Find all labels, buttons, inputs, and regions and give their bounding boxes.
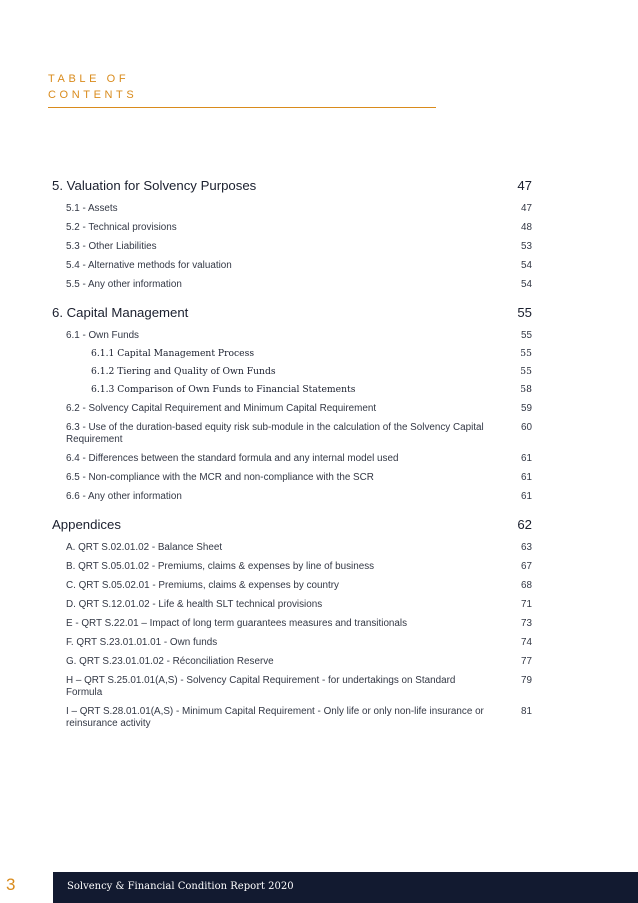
entry-page-number: 48: [521, 222, 532, 233]
section-title: 5. Valuation for Solvency Purposes: [52, 178, 257, 193]
entry-page-number: 61: [521, 453, 532, 464]
entry-page-number: 54: [521, 279, 532, 290]
entry-page-number: 55: [520, 348, 532, 359]
toc-subentry[interactable]: [52, 384, 532, 396]
toc-entry[interactable]: [52, 561, 532, 573]
toc-entry[interactable]: [52, 422, 532, 446]
entry-title: E - QRT S.22.01 – Impact of long term guarantees measures and transitionals: [66, 618, 408, 629]
entry-page-number: 55: [520, 366, 532, 377]
entry-page-number: 55: [521, 330, 532, 341]
entry-page-number: 54: [521, 260, 532, 271]
entry-page-number: 60: [521, 422, 532, 433]
toc-entry[interactable]: [52, 222, 532, 234]
entry-page-number: 63: [521, 542, 532, 553]
entry-page-number: 74: [521, 637, 532, 648]
entry-page-number: 73: [521, 618, 532, 629]
entry-title: 6.3 - Use of the duration-based equity risk sub-module in the calculation of the Solvency Capital Requirement: [66, 422, 484, 445]
toc-entry[interactable]: [52, 618, 532, 630]
entry-page-number: 59: [521, 403, 532, 414]
entry-title: 6.5 - Non-compliance with the MCR and non-compliance with the SCR: [66, 472, 374, 483]
section-page-number: 55: [517, 305, 532, 320]
entry-page-number: 53: [521, 241, 532, 252]
toc-section-heading[interactable]: [52, 303, 532, 323]
toc-section-heading[interactable]: [52, 176, 532, 196]
section-title: 6. Capital Management: [52, 305, 189, 320]
heading-divider: [48, 107, 436, 108]
entry-title: B. QRT S.05.01.02 - Premiums, claims & expenses by line of business: [66, 561, 375, 572]
entry-title: 6.4 - Differences between the standard formula and any internal model used: [66, 453, 399, 464]
entry-title: 6.1 - Own Funds: [66, 330, 139, 341]
entry-title: 6.6 - Any other information: [66, 491, 182, 502]
toc-entry[interactable]: [52, 599, 532, 611]
toc-entry[interactable]: [52, 260, 532, 272]
entry-title: 5.1 - Assets: [66, 203, 118, 214]
toc-entry[interactable]: [52, 403, 532, 415]
entry-title: 6.1.3 Comparison of Own Funds to Financial Statements: [91, 384, 356, 395]
entry-page-number: 58: [520, 384, 532, 395]
entry-title: 5.4 - Alternative methods for valuation: [66, 260, 232, 271]
entry-title: 6.1.1 Capital Management Process: [91, 348, 255, 359]
entry-title: 6.1.2 Tiering and Quality of Own Funds: [91, 366, 276, 377]
toc-entry[interactable]: [52, 637, 532, 649]
section-page-number: 47: [517, 178, 532, 193]
entry-page-number: 47: [521, 203, 532, 214]
toc-entry[interactable]: [52, 203, 532, 215]
entry-page-number: 61: [521, 491, 532, 502]
entry-title: I – QRT S.28.01.01(A,S) - Minimum Capital Requirement - Only life or only non-life insurance or reinsurance activity: [66, 706, 484, 729]
toc-section: [52, 515, 532, 730]
entry-title: A. QRT S.02.01.02 - Balance Sheet: [66, 542, 223, 553]
toc-subentry[interactable]: [52, 366, 532, 378]
toc-entry[interactable]: [52, 491, 532, 503]
entry-title: 5.2 - Technical provisions: [66, 222, 177, 233]
toc-heading-line2: CONTENTS: [48, 89, 138, 101]
entry-title: F. QRT S.23.01.01.01 - Own funds: [66, 637, 218, 648]
toc-entry[interactable]: [52, 656, 532, 668]
entry-title: 6.2 - Solvency Capital Requirement and Minimum Capital Requirement: [66, 403, 377, 414]
toc-heading: [48, 71, 137, 103]
entry-page-number: 67: [521, 561, 532, 572]
entry-page-number: 71: [521, 599, 532, 610]
toc-entry[interactable]: [52, 279, 532, 291]
toc-entry[interactable]: [52, 241, 532, 253]
section-page-number: 62: [517, 517, 532, 532]
toc-heading-line1: TABLE OF: [48, 73, 130, 85]
entry-page-number: 61: [521, 472, 532, 483]
toc-entry[interactable]: [52, 580, 532, 592]
entry-title: H – QRT S.25.01.01(A,S) - Solvency Capital Requirement - for undertakings on Standard Formula: [66, 675, 456, 698]
entry-page-number: 77: [521, 656, 532, 667]
entry-page-number: 68: [521, 580, 532, 591]
entry-title: G. QRT S.23.01.01.02 - Réconciliation Reserve: [66, 656, 274, 667]
entry-page-number: 79: [521, 675, 532, 686]
toc-section: [52, 303, 532, 503]
toc-section-heading[interactable]: [52, 515, 532, 535]
toc-entry[interactable]: [52, 542, 532, 554]
toc-section: [52, 176, 532, 291]
footer-report-title: Solvency & Financial Condition Report 2020: [67, 881, 294, 892]
toc-entry[interactable]: [52, 675, 532, 699]
footer-bar: [53, 872, 638, 903]
toc-entry[interactable]: [52, 330, 532, 342]
toc-subentry[interactable]: [52, 348, 532, 360]
entry-title: D. QRT S.12.01.02 - Life & health SLT technical provisions: [66, 599, 323, 610]
toc-entry[interactable]: [52, 706, 532, 730]
entry-page-number: 81: [521, 706, 532, 717]
entry-title: 5.3 - Other Liabilities: [66, 241, 157, 252]
table-of-contents: [52, 176, 532, 742]
entry-title: C. QRT S.05.02.01 - Premiums, claims & expenses by country: [66, 580, 339, 591]
toc-entry[interactable]: [52, 472, 532, 484]
toc-entry[interactable]: [52, 453, 532, 465]
section-title: Appendices: [52, 517, 121, 532]
page-number: 3: [6, 875, 16, 894]
entry-title: 5.5 - Any other information: [66, 279, 182, 290]
